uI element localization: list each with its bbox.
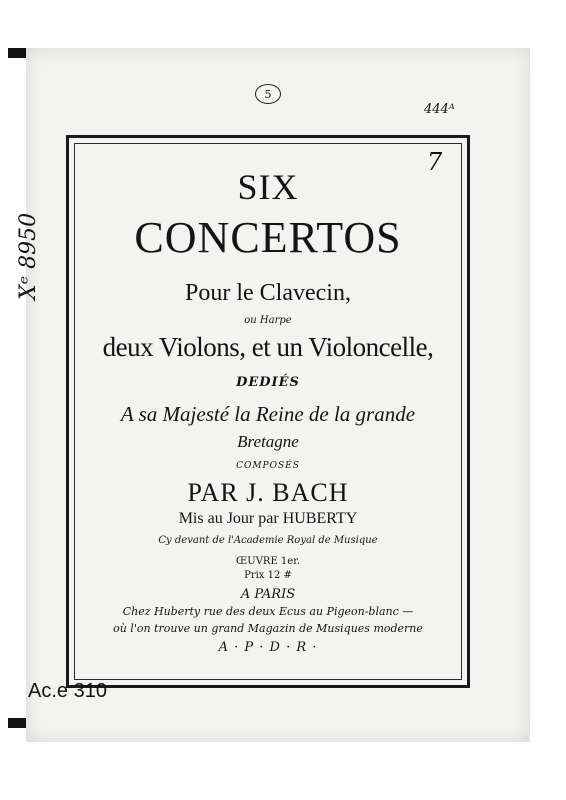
dedication-label: DEDIÉS [236, 375, 300, 390]
composer-name: PAR J. BACH [187, 478, 349, 507]
opus-number: ŒUVRE 1er. [235, 556, 301, 567]
corner-number: 7 [427, 148, 443, 176]
composed-label: COMPOSÉS [236, 461, 300, 471]
inventory-number: 444ᴬ [424, 102, 455, 117]
subtitle-pour: Pour le Clavecin, [185, 280, 351, 306]
title-six: SIX [237, 167, 299, 207]
side-catalog-number: Xᵉ 8950 [16, 212, 41, 300]
subtitle-harpe: ou Harpe [244, 315, 292, 326]
shop-line: où l'on trouve un grand Magazin de Musiques moderne [113, 622, 423, 635]
publisher-note: Cy devant de l'Academie Royal de Musique [158, 535, 378, 546]
title-concertos: CONCERTOS [134, 213, 402, 262]
dedicatee-line-2: Bretagne [237, 432, 299, 451]
address-line: Chez Huberty rue des deux Ecus au Pigeon-blanc — [122, 605, 414, 618]
privilege-mark: A · P · D · R · [218, 640, 318, 655]
subtitle-instruments: deux Violons, et un Violoncelle, [102, 332, 434, 362]
publisher-line: Mis au Jour par HUBERTY [178, 510, 358, 527]
shelfmark: Ac.e 310 [28, 680, 107, 702]
place-label: A PARIS [240, 587, 296, 602]
dedicatee-line-1: A sa Majesté la Reine de la grande [120, 402, 416, 426]
stamp-mark: 5 [255, 84, 281, 104]
price: Prix 12 # [244, 570, 292, 581]
